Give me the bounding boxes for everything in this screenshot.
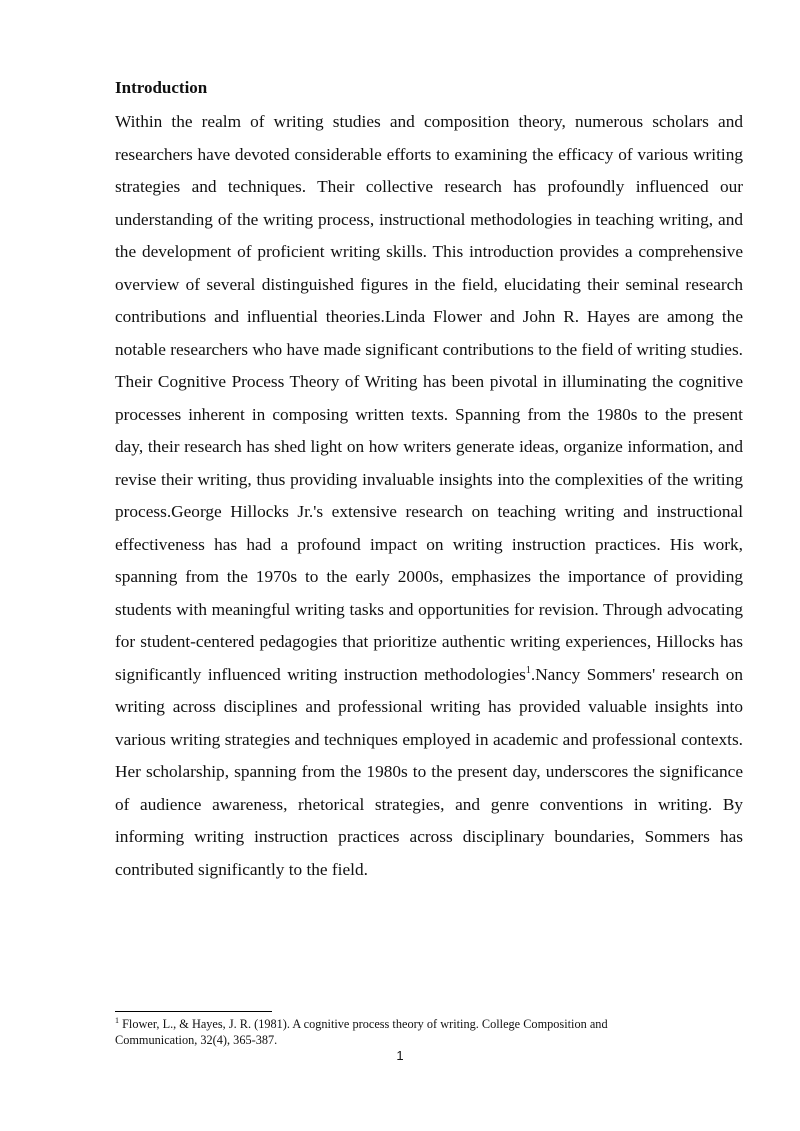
paragraph-text-part-1: Within the realm of writing studies and composition theory, numerous scholars and researchers have devoted considerable efforts to examining the efficacy of various writing strategies and techniques. Their collective research has profoundly influenced our understanding of the writing process, instructional methodologies in teaching writing, and the development of proficient writing skills. This introduction provides a comprehensive overview of several distinguished figures in the field, elucidating their seminal research contributions and influential theories.Linda Flower and John R. Hayes are among the notable researchers who have made significant contributions to the field of writing studies. Their Cognitive Process Theory of Writing has been pivotal in illuminating the cognitive processes inherent in composing written texts. Spanning from the 1980s to the present day, their research has shed light on how writers generate ideas, organize information, and revise their writing, thus providing invaluable insights into the complexities of the writing process.George Hillocks Jr.'s extensive research on teaching writing and instructional effectiveness has had a profound impact on writing instruction practices. His work, spanning from the 1970s to the early 2000s, emphasizes the importance of providing students with meaningful writing tasks and opportunities for revision. Through advocating for student-centered pedagogies that prioritize authentic writing experiences, Hillocks has significantly influenced writing instruction methodologies: [115, 112, 743, 684]
page-number: 1: [396, 1048, 404, 1063]
footnote: [115, 1016, 675, 1048]
body-paragraph: [115, 106, 743, 886]
footnote-text: Flower, L., & Hayes, J. R. (1981). A cognitive process theory of writing. College Composition and Communication, 32(4), 365-387.: [115, 1017, 608, 1047]
section-heading: Introduction: [115, 78, 208, 97]
footnote-separator: [115, 1011, 272, 1012]
paragraph-text-part-2: .Nancy Sommers' research on writing across disciplines and professional writing has provided valuable insights into various writing strategies and techniques employed in academic and professional contexts. Her scholarship, spanning from the 1980s to the present day, underscores the significance of audience awareness, rhetorical strategies, and genre conventions in writing. By informing writing instruction practices across disciplinary boundaries, Sommers has contributed significantly to the field.: [115, 664, 743, 879]
footnote-reference[interactable]: 1: [525, 664, 531, 676]
footnote-marker: 1: [115, 1015, 119, 1025]
